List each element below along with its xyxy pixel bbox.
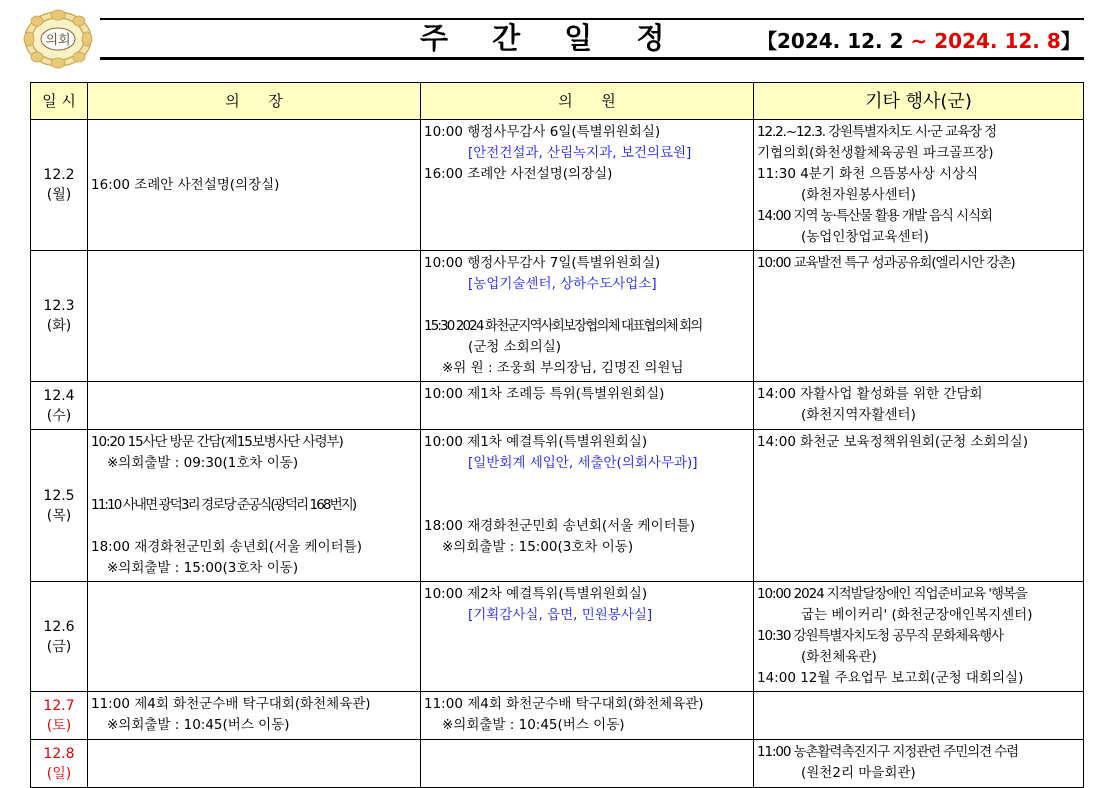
- chair-cell: [88, 582, 421, 692]
- event-line: 10:00 제1차 예결특위(특별위원회실): [424, 434, 648, 450]
- table-row: [31, 582, 1084, 692]
- event-detail: 굽는 베이커리' (화천군장애인복지센터): [801, 607, 1033, 623]
- date-cell: 12.5 (목): [31, 430, 88, 582]
- other-cell: [754, 430, 1084, 582]
- event-detail: (원천2리 마을회관): [801, 765, 916, 781]
- event-line: 18:00 재경화천군민회 송년회(서울 케이터틀): [424, 518, 695, 534]
- date-cell: 12.7 (토): [31, 692, 88, 740]
- event-line: 10:30 강원특별자치도청 공무직 문화체육행사: [757, 628, 1003, 644]
- chair-cell: [88, 120, 421, 251]
- event-detail: (농업인창업교육센터): [801, 229, 929, 245]
- event-note: ※의회출발 : 10:45(버스 이동): [442, 717, 625, 733]
- event-line: 11:00 제4회 화천군수배 탁구대회(화천체육관): [91, 696, 371, 712]
- chair-cell: [88, 430, 421, 582]
- event-line: 16:00 조례안 사전설명(의장실): [91, 176, 280, 193]
- event-note: ※위 원 : 조웅희 부의장님, 김명진 의원님: [442, 360, 684, 376]
- date-range: 【2024. 12. 2 ~ 2024. 12. 8】: [757, 29, 1081, 53]
- event-detail: [농업기술센터, 상하수도사업소]: [468, 276, 657, 292]
- event-line: 10:20 15사단 방문 간담(제15보병사단 사령부): [91, 434, 343, 450]
- member-cell: [421, 120, 754, 251]
- event-detail: (화천자원봉사센터): [801, 187, 916, 203]
- other-cell: [754, 692, 1084, 740]
- date-cell: 12.8 (일): [31, 740, 88, 788]
- date-cell: 12.4 (수): [31, 382, 88, 430]
- event-detail: (화천체육관): [801, 649, 877, 665]
- event-line: 14:00 자활사업 활성화를 위한 간담회: [757, 386, 983, 402]
- table-row: [31, 692, 1084, 740]
- event-note: ※의회출발 : 10:45(버스 이동): [107, 717, 290, 733]
- member-cell: [421, 582, 754, 692]
- member-cell: [421, 382, 754, 430]
- event-line: 14:00 12월 주요업무 보고회(군청 대회의실): [757, 670, 1024, 686]
- svg-text:의회: 의회: [45, 33, 71, 48]
- date-cell: 12.2 (월): [31, 120, 88, 251]
- other-cell: [754, 740, 1084, 788]
- event-line: 18:00 재경화천군민회 송년회(서울 케이터틀): [91, 539, 362, 555]
- event-line: 10:00 교육발전 특구 성과공유회(엘리시안 강촌): [757, 255, 1015, 271]
- col-other: 기타 행사(군): [754, 83, 1084, 120]
- member-cell: [421, 692, 754, 740]
- chair-cell: [88, 692, 421, 740]
- event-line: 11:10 사내면 광덕3리 경로당 준공식(광덕리 168번지): [91, 497, 356, 513]
- event-detail: [안전건설과, 산림녹지과, 보건의료원]: [468, 145, 692, 161]
- date-cell: 12.3 (화): [31, 251, 88, 382]
- event-line: 10:00 행정사무감사 7일(특별위원회실): [424, 255, 661, 271]
- chair-cell: [88, 382, 421, 430]
- event-line: 기협의회(화천생활체육공원 파크골프장): [757, 145, 994, 161]
- event-line: 11:00 제4회 화천군수배 탁구대회(화천체육관): [424, 696, 704, 712]
- event-note: ※의회출발 : 09:30(1호차 이동): [107, 455, 299, 471]
- event-note: ※의회출발 : 15:00(3호차 이동): [107, 560, 299, 576]
- chair-cell: [88, 251, 421, 382]
- col-chair: 의 장: [88, 83, 421, 120]
- council-emblem-icon: [22, 9, 94, 69]
- event-line: 10:00 2024 지적발달장애인 직업준비교육 '행복을: [757, 586, 1027, 602]
- event-line: 11:30 4분기 화천 으뜸봉사상 시상식: [757, 166, 979, 182]
- event-detail: (군청 소회의실): [468, 339, 562, 355]
- other-cell: [754, 120, 1084, 251]
- event-line: 15:30 2024 화천군지역사회보장협의체 대표협의체 회의: [424, 318, 702, 334]
- other-cell: [754, 382, 1084, 430]
- date-cell: 12.6 (금): [31, 582, 88, 692]
- table-row: [31, 740, 1084, 788]
- event-line: 10:00 제2차 예결특위(특별위원회실): [424, 586, 648, 602]
- member-cell: [421, 251, 754, 382]
- event-line: 14:00 지역 농·특산물 활용 개발 음식 시식회: [757, 208, 992, 224]
- other-cell: [754, 582, 1084, 692]
- page-title: 주 간 일 정: [420, 21, 682, 55]
- event-line: 10:00 제1차 조례등 특위(특별위원회실): [424, 386, 665, 402]
- table-row: [31, 382, 1084, 430]
- event-detail: (화천지역자활센터): [801, 407, 916, 423]
- member-cell: [421, 430, 754, 582]
- event-detail: [기획감사실, 읍면, 민원봉사실]: [468, 607, 653, 623]
- col-date: 일 시: [31, 83, 88, 120]
- weekly-schedule-table: [30, 82, 1084, 788]
- event-line: 10:00 행정사무감사 6일(특별위원회실): [424, 124, 661, 140]
- event-note: ※의회출발 : 15:00(3호차 이동): [442, 539, 634, 555]
- header-bottom-rule: [100, 57, 1084, 60]
- table-row: [31, 430, 1084, 582]
- header-row: [31, 83, 1084, 120]
- col-member: 의 원: [421, 83, 754, 120]
- other-cell: [754, 251, 1084, 382]
- table-row: [31, 120, 1084, 251]
- event-line: 11:00 농촌활력촉진지구 지정관련 주민의견 수렴: [757, 744, 1019, 760]
- event-line: 14:00 화천군 보육정책위원회(군청 소회의실): [757, 434, 1028, 450]
- member-cell: [421, 740, 754, 788]
- event-line: 16:00 조례안 사전설명(의장실): [424, 166, 613, 182]
- event-detail: [일반회계 세입안, 세출안(의회사무과)]: [468, 455, 698, 471]
- event-line: 12.2.~12.3. 강원특별자치도 시·군 교육장 정: [757, 124, 997, 140]
- table-row: [31, 251, 1084, 382]
- chair-cell: [88, 740, 421, 788]
